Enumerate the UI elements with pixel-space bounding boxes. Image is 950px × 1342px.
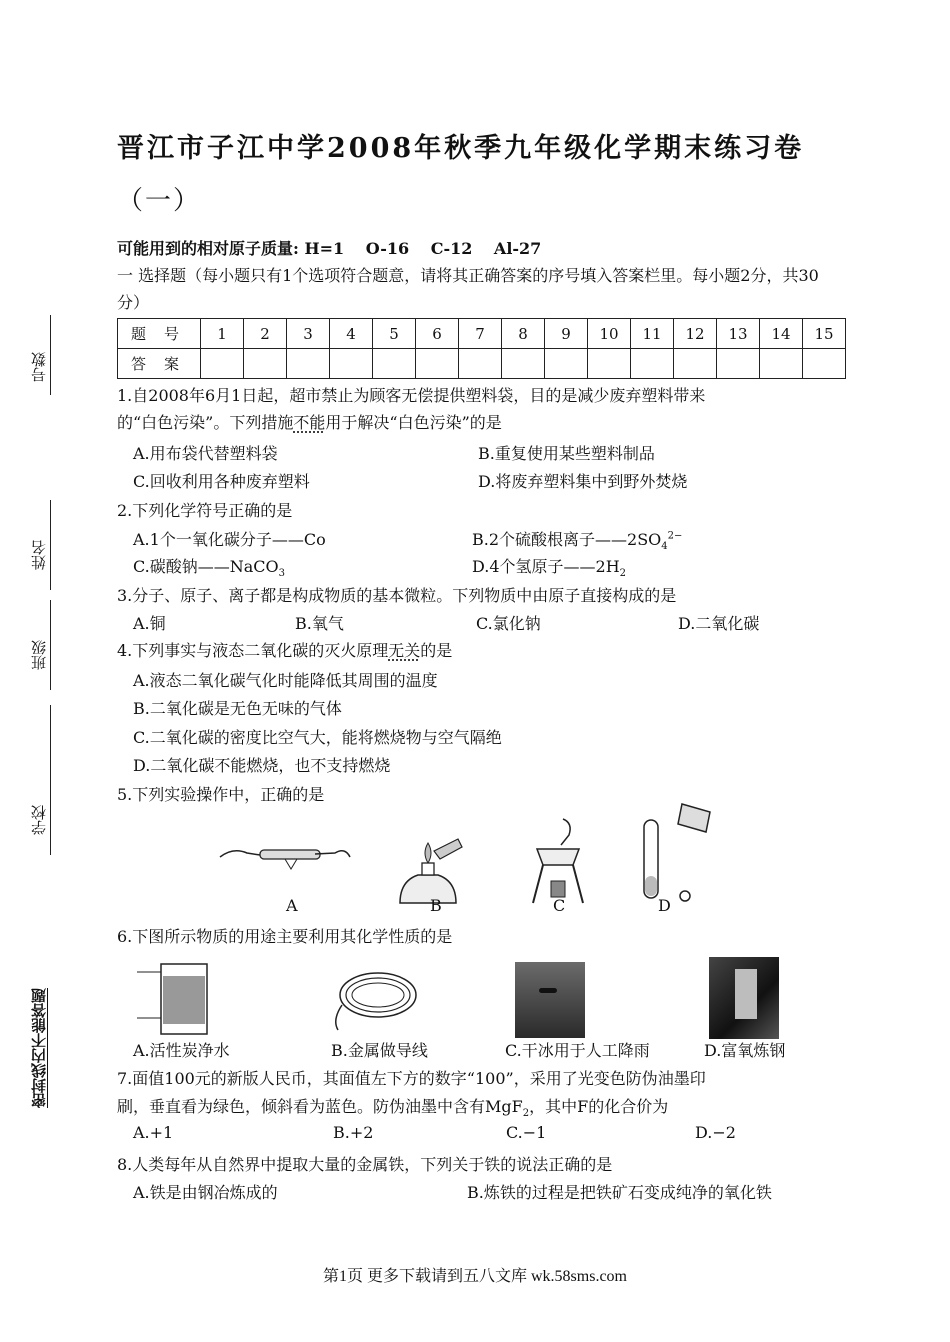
q1-option-d: D.将废弃塑料集中到野外焚烧 [478,472,688,491]
q5-label-d: D [658,896,671,915]
q6-figure-c [515,962,585,1038]
answer-table [117,318,846,379]
table-row [118,349,846,379]
table-cell: 13 [717,319,760,349]
q6-stem: 6.下图所示物质的用途主要利用其化学性质的是 [117,927,453,946]
table-cell: 10 [588,319,631,349]
atomic-masses: 可能用到的相对原子质量: H=1 O-16 C-12 Al-27 [117,239,542,258]
answer-cell-1[interactable] [201,349,244,379]
q1-option-c: C.回收利用各种废弃塑料 [133,472,310,491]
q3-option-a: A.铜 [133,614,166,633]
q6-option-b: B.金属做导线 [331,1041,428,1060]
table-cell: 8 [502,319,545,349]
answer-cell-11[interactable] [631,349,674,379]
airplane-icon [539,988,557,993]
q6-figure-b [318,965,428,1040]
q4-option-c: C.二氧化碳的密度比空气大，能将燃烧物与空气隔绝 [133,728,502,747]
answer-cell-3[interactable] [287,349,330,379]
furnace-icon [735,969,757,1019]
q6-option-a: A.活性炭净水 [133,1041,230,1060]
q5-label-c: C [553,896,566,915]
answer-cell-14[interactable] [760,349,803,379]
q7-option-b: B.+2 [333,1123,374,1142]
section-intro: 一 选择题（每小题只有1个选项符合题意，请将其正确答案的序号填入答案栏里。每小题2分，共30分） [117,266,819,312]
q7-option-c: C.−1 [506,1123,547,1142]
answer-cell-5[interactable] [373,349,416,379]
q1-option-b: B.重复使用某些塑料制品 [478,444,655,463]
table-cell: 7 [459,319,502,349]
q1-stem-line2: 的“白色污染”。下列措施不能用于解决“白色污染”的是 [117,413,502,432]
side-line [50,500,51,590]
answer-cell-12[interactable] [674,349,717,379]
table-cell: 2 [244,319,287,349]
q3-stem: 3.分子、原子、离子都是构成物质的基本微粒。下列物质中由原子直接构成的是 [117,586,677,605]
q4-option-b: B.二氧化碳是无色无味的气体 [133,699,342,718]
q6-figure-a [133,958,213,1038]
table-row [118,319,846,349]
side-label-class: 班级 [30,640,48,670]
q7-stem-line1: 7.面值100元的新版人民币，其面值左下方的数字“100”，采用了光变色防伪油墨印 [117,1069,706,1088]
answer-cell-13[interactable] [717,349,760,379]
row-header-number: 题号 [118,319,201,349]
q2-stem: 2.下列化学符号正确的是 [117,501,293,520]
answer-cell-9[interactable] [545,349,588,379]
answer-cell-8[interactable] [502,349,545,379]
table-cell: 11 [631,319,674,349]
q2-option-a: A.1个一氧化碳分子——Co [133,530,326,549]
q5-label-a: A [286,896,298,915]
answer-cell-2[interactable] [244,349,287,379]
q8-stem: 8.人类每年从自然界中提取大量的金属铁，下列关于铁的说法正确的是 [117,1155,613,1174]
table-cell: 14 [760,319,803,349]
q4-option-a: A.液态二氧化碳气化时能降低其周围的温度 [133,671,438,690]
answer-cell-15[interactable] [803,349,846,379]
q4-stem: 4.下列事实与液态二氧化碳的灭火原理无关的是 [117,641,453,660]
table-cell: 9 [545,319,588,349]
page-subtitle: （一） [117,186,202,216]
q7-option-a: A.+1 [133,1123,174,1142]
q7-stem-line2: 刷，垂直看为绿色，倾斜看为蓝色。防伪油墨中含有MgF$_2$，其中F的化合价为 [117,1097,669,1120]
q5-figure-a [215,835,355,875]
q6-figure-d [709,957,779,1039]
q1-option-a: A.用布袋代替塑料袋 [133,444,278,463]
answer-cell-4[interactable] [330,349,373,379]
table-cell: 1 [201,319,244,349]
q6-option-d: D.富氧炼钢 [704,1041,786,1060]
q3-option-c: C.氯化钠 [476,614,541,633]
table-cell: 3 [287,319,330,349]
q5-figure-b [388,833,468,913]
table-cell: 15 [803,319,846,349]
q2-option-d: D.4个氢原子$——2H_2$ [472,557,627,580]
answer-cell-7[interactable] [459,349,502,379]
answer-cell-10[interactable] [588,349,631,379]
page-title: 晋江市子江中学2008年秋季九年级化学期末练习卷 [117,133,805,164]
side-label-school: 学校 [30,805,48,835]
q3-option-b: B.氧气 [295,614,344,633]
q2-option-b: B.2个硫酸根离子$——2SO_4^{2-}$ [472,530,683,553]
q7-option-d: D.−2 [695,1123,736,1142]
q5-figure-d [630,798,720,908]
q4-option-d: D.二氧化碳不能燃烧，也不支持燃烧 [133,756,391,775]
side-seal-notice: 密封线内不能答题 [30,988,48,1108]
q5-label-b: B [430,896,442,915]
side-label-name: 姓名 [30,540,48,570]
side-line [50,705,51,855]
q2-option-c: C.碳酸钠——NaCO$_3$ [133,557,286,580]
side-line [50,600,51,690]
q5-stem: 5.下列实验操作中，正确的是 [117,785,325,804]
row-header-answer: 答案 [118,349,201,379]
table-cell: 4 [330,319,373,349]
q8-option-b: B.炼铁的过程是把铁矿石变成纯净的氧化铁 [467,1183,772,1202]
table-cell: 5 [373,319,416,349]
q3-option-d: D.二氧化碳 [678,614,760,633]
table-cell: 6 [416,319,459,349]
answer-cell-6[interactable] [416,349,459,379]
q1-stem-line1: 1.自2008年6月1日起，超市禁止为顾客无偿提供塑料袋，目的是减少废弃塑料带来 [117,386,706,405]
q6-option-c: C.干冰用于人工降雨 [505,1041,650,1060]
side-label-number: 号数 [30,352,48,382]
page-footer: 第1页 更多下载请到五八文库 wk.58sms.com [322,1268,627,1285]
q8-option-a: A.铁是由钢冶炼成的 [133,1183,278,1202]
table-cell: 12 [674,319,717,349]
side-line [50,315,51,395]
